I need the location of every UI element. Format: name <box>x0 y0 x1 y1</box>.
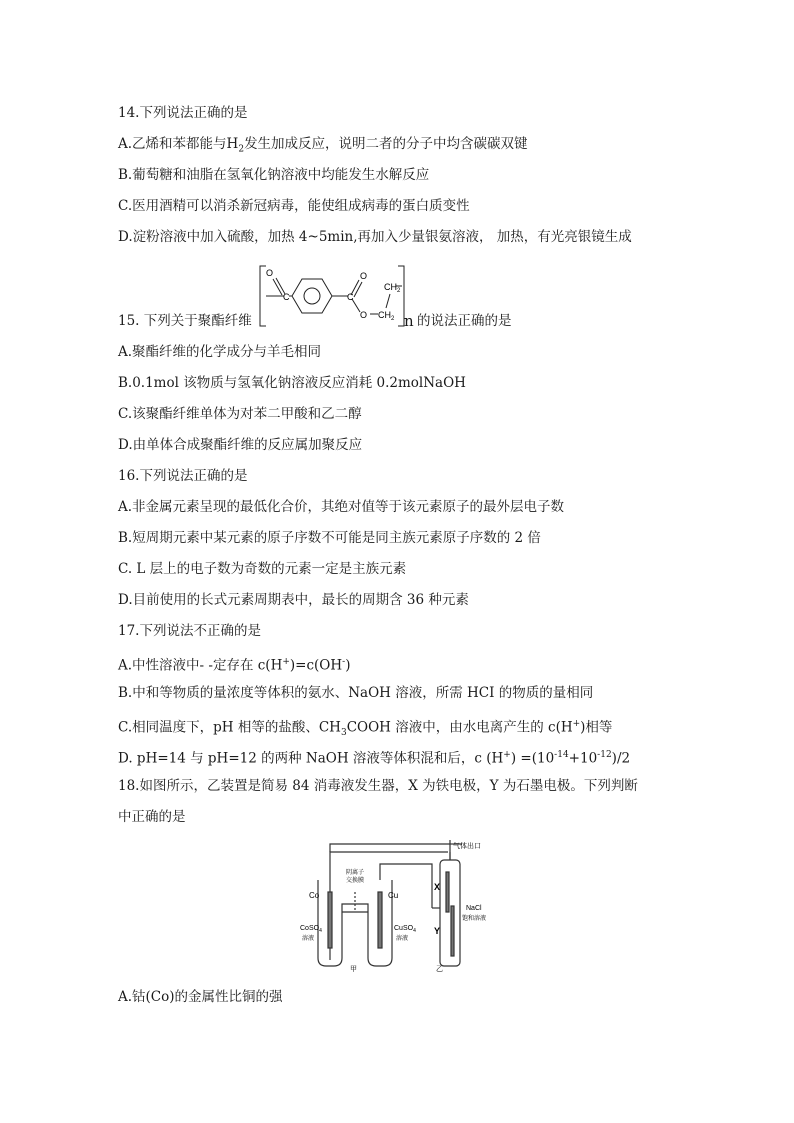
label-membrane-1: 阴离子 <box>346 870 365 876</box>
formula-c-left: C <box>283 292 290 302</box>
electrolysis-apparatus-figure <box>300 840 500 972</box>
q16-option-a: A.非金属元素呈现的最低化合价，其绝对值等于该元素原子的最外层电子数 <box>118 499 565 515</box>
q17-option-d: D. pH=14 与 pH=12 的两种 NaOH 溶液等体积混和后，c $(H^+) =(10^{-14}+10^{-12})/2$ <box>118 750 631 767</box>
q15-option-d: D.由单体合成聚酯纤维的反应属加聚反应 <box>118 437 363 453</box>
q17-stem: 17.下列说法不正确的是 <box>118 623 261 639</box>
q18-stem-line2: 中正确的是 <box>118 809 186 825</box>
q14-option-b: B.葡萄糖和油脂在氢氧化钠溶液中均能发生水解反应 <box>118 167 430 183</box>
label-cu-electrode: Cu <box>388 891 399 900</box>
q16-stem: 16.下列说法正确的是 <box>118 468 248 484</box>
q14-option-d: D.淀粉溶液中加入硫酸，加热 4~5min,再加入少量银氨溶液， 加热，有光亮银镜生成 <box>118 229 632 245</box>
q17-option-a: A.中性溶液中- -定存在 c(H+)=c(OH-) <box>118 657 351 674</box>
label-nacl: NaCl <box>466 905 482 912</box>
label-membrane-2: 交换膜 <box>346 878 365 884</box>
label-cuso4-solution: 溶液 <box>396 936 409 942</box>
label-jia: 甲 <box>350 966 357 972</box>
q16-option-b: B.短周期元素中某元素的原子序数不可能是同主族元素原子序数的 2 倍 <box>118 530 541 546</box>
polyester-structural-formula <box>256 262 416 332</box>
label-x-electrode: X <box>434 882 441 892</box>
formula-c-right: C <box>347 292 354 302</box>
label-yi: 乙 <box>436 966 443 972</box>
q17-option-b: B.中和等物质的量浓度等体积的氨水、NaOH 溶液，所需 HCI 的物质的量相同 <box>118 685 594 701</box>
q15-stem-suffix: 的说法正确的是 <box>417 313 512 329</box>
formula-subscript-n: n <box>404 312 414 330</box>
label-gas-outlet: 气体出口 <box>453 843 481 850</box>
formula-o-left: O <box>266 268 274 278</box>
q15-option-a: A.聚酯纤维的化学成分与羊毛相同 <box>118 344 322 360</box>
q18-option-a: A.钴(Co)的金属性比铜的强 <box>118 989 283 1005</box>
label-nacl-saturated: 饱和溶液 <box>462 916 487 922</box>
q15-stem-prefix: 15. 下列关于聚酯纤维 <box>118 313 252 329</box>
formula-ch2-upper: $CH_2$ <box>384 282 401 294</box>
q16-option-c: C. L 层上的电子数为奇数的元素一定是主族元素 <box>118 561 407 577</box>
q15-option-c: C.该聚酯纤维单体为对苯二甲酸和乙二醇 <box>118 406 362 422</box>
label-coso4-solution: 溶液 <box>302 936 315 942</box>
formula-o-ester: O <box>360 310 368 320</box>
label-y-electrode: Y <box>434 926 441 936</box>
q18-stem-line1: 18.如图所示，乙装置是简易 84 消毒液发生器，X 为铁电极，Y 为石墨电极。下列判断 <box>118 778 638 794</box>
label-coso4: CoSO$_4$ <box>300 925 322 934</box>
q16-option-d: D.目前使用的长式元素周期表中，最长的周期含 36 种元素 <box>118 592 469 608</box>
q14-option-c: C.医用酒精可以消杀新冠病毒，能使组成病毒的蛋白质变性 <box>118 198 470 214</box>
q14-stem: 14.下列说法正确的是 <box>118 105 248 121</box>
q15-option-b: B.0.1mol 该物质与氢氧化钠溶液反应消耗 0.2molNaOH <box>118 375 466 391</box>
q14-option-a: A.乙烯和苯都能与$H_2$发生加成反应，说明二者的分子中均含碳碳双键 <box>118 136 528 155</box>
label-cuso4: CuSO$_4$ <box>394 925 416 934</box>
label-co-electrode: Co <box>309 891 320 900</box>
formula-ch2-lower: $CH_2$ <box>378 310 395 322</box>
formula-o-right: O <box>360 271 368 281</box>
q17-option-c: C.相同温度下，pH 相等的盐酸、$CH_3COOH$ 溶液中，由水电离产生的 c(H+)相等 <box>118 719 613 739</box>
